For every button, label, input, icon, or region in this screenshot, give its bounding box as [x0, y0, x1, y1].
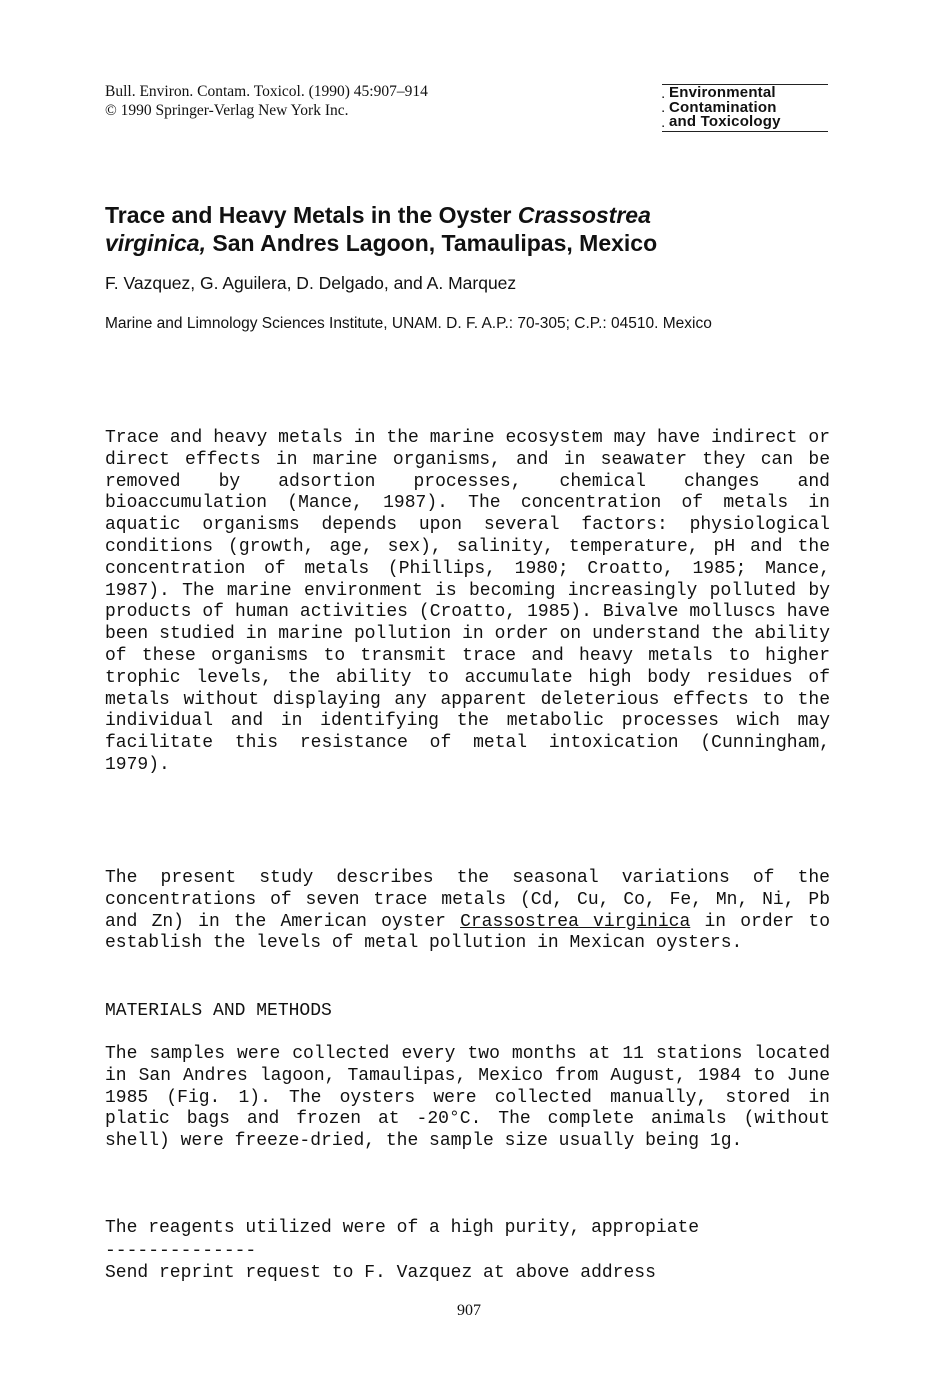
citation-line: Bull. Environ. Contam. Toxicol. (1990) 45:907–914	[105, 83, 428, 100]
author-list: F. Vazquez, G. Aguilera, D. Delgado, and A. Marquez	[105, 273, 517, 293]
species-name-italic: virginica,	[105, 230, 206, 256]
copyright-line: © 1990 Springer-Verlag New York Inc.	[105, 102, 349, 119]
logo-line-2: Contamination	[669, 98, 777, 116]
body-paragraph: The reagents utilized were of a high purity, appropiate	[105, 1218, 700, 1238]
logo-line-3: and Toxicology	[669, 113, 781, 130]
article-title: Trace and Heavy Metals in the Oyster Crassostrea virginica, San Andres Lagoon, Tamaulipas, Mexico	[105, 202, 658, 256]
body-paragraph: Trace and heavy metals in the marine ecosystem may have indirect or direct effects in marine organisms, and in seawater they can be removed by adsortion processes, chemical changes and bioaccumulation (Mance, 1987). The concentration of metals in aquatic organisms depends upon several factors: physiological conditions (growth, age, sex), salinity, temperature, pH and the concentration of metals (Phillips, 1980; Croatto, 1985; Mance, 1987). The marine environment is becoming increasingly polluted by products of human activities (Croatto, 1985). Bivalve molluscs have been studied in marine pollution in order on understand the ability of these organisms to transmit trace and heavy metals to higher trophic levels, the ability to accumulate high body residues of metals without displaying any apparent deleterious effects to the individual and in identifying the metabolic processes wich may facilitate this resistance of metal intoxication (Cunningham, 1979).	[105, 428, 830, 775]
body-paragraph: The samples were collected every two months at 11 stations located in San Andres lagoon, Tamaulipas, Mexico from August, 1984 to June 1985 (Fig. 1). The oysters were collected manually, stored in platic bags and frozen at -20°C. The complete animals (without shell) were freeze-dried, the sample size usually being 1g.	[105, 1044, 830, 1152]
logo-line-1: Environmental	[669, 84, 776, 101]
citation-block	[105, 82, 428, 120]
species-name-italic: Crassostrea	[517, 202, 651, 228]
section-heading: MATERIALS AND METHODS	[105, 1001, 332, 1021]
logo-spine-mark: ▪	[662, 94, 665, 101]
footnote: Send reprint request to F. Vazquez at above address	[105, 1263, 656, 1283]
affiliation: Marine and Limnology Sciences Institute, UNAM. D. F. A.P.: 70-305; C.P.: 04510. Mexico	[105, 315, 712, 332]
species-name-underlined: Crassostrea virginica	[460, 911, 691, 932]
page-number: 907	[457, 1302, 481, 1319]
journal-logo: ▪ Environmental ▪ Contamination ▪ and Toxicology	[662, 84, 828, 132]
footnote-separator: --------------	[105, 1241, 257, 1261]
body-paragraph: The present study describes the seasonal variations of the concentrations of seven trace metals (Cd, Cu, Co, Fe, Mn, Ni, Pb and Zn) in the American oyster Crassostrea virginica in order to establish the levels of metal pollution in Mexican oysters.	[105, 868, 831, 954]
